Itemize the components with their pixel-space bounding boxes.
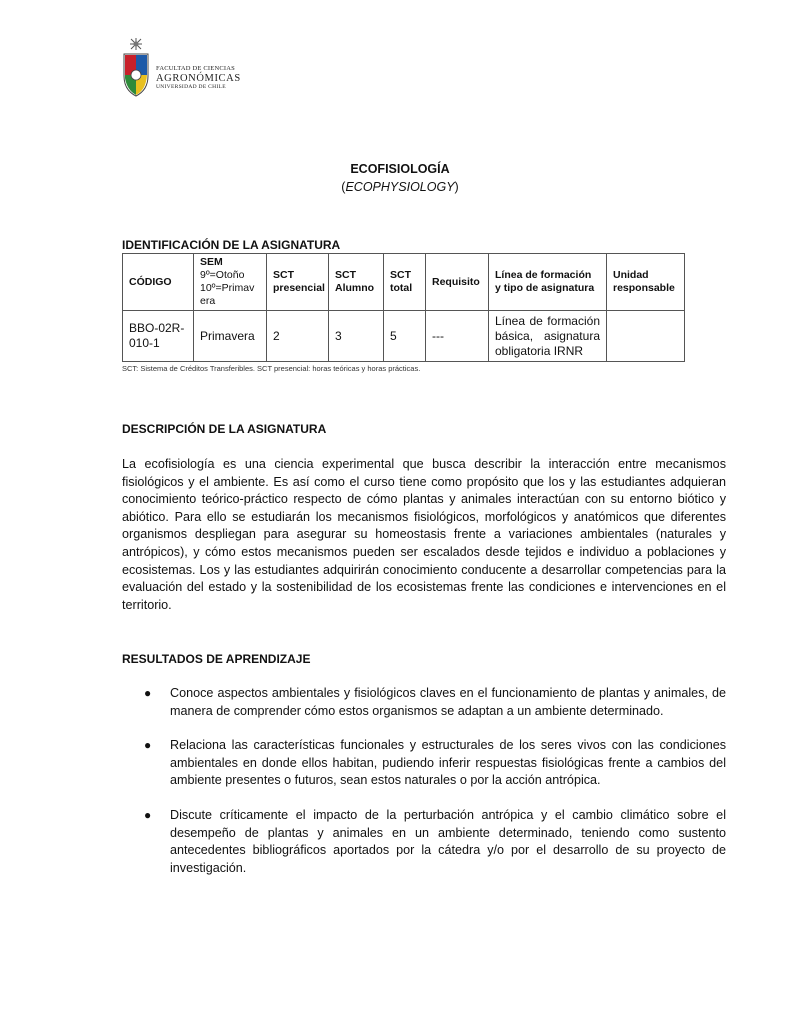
cell-linea: Línea de formación básica, asignatura obligatoria IRNR	[489, 311, 607, 362]
header-sct-presencial: SCT presencial	[267, 254, 329, 311]
header-sem-title: SEM	[200, 256, 223, 268]
header-unidad: Unidad responsable	[607, 254, 685, 311]
results-heading: RESULTADOS DE APRENDIZAJE	[122, 652, 311, 666]
bullet-icon: ●	[144, 807, 152, 822]
table-footnote: SCT: Sistema de Créditos Transferibles. SCT presencial: horas teóricas y horas prácticas.	[122, 364, 421, 373]
subtitle-open-paren: (	[341, 180, 346, 194]
header-sem-line1: 9º=Otoño	[200, 269, 245, 281]
cell-requisito: ---	[426, 311, 489, 362]
cell-codigo: BBO-02R-010-1	[123, 311, 194, 362]
header-sem	[194, 254, 267, 311]
header-codigo: CÓDIGO	[123, 254, 194, 311]
result-text-3: Discute críticamente el impacto de la perturbación antrópica y el cambio climático sobre el desempeño de plantas y animales en un ambiente determinado, teniendo como sustento antecedentes bibliográficos aportados por la cátedra y/o por el desarrollo de su proyecto de investigación.	[170, 807, 726, 875]
table-row	[123, 311, 685, 362]
result-text-1: Conoce aspectos ambientales y fisiológicos claves en el funcionamiento de plantas y animales, de manera de comprender cómo estos organismos se adaptan a un ambiente determinado.	[170, 686, 726, 718]
result-text-2: Relaciona las características funcionales y estructurales de los seres vivos con las condiciones ambientales en donde ellos habitan, pudiendo inferir respuestas fisiológicas frente a cambios del ambiente presentes o futuros, sean estos naturales o por la acción antrópica.	[170, 738, 726, 788]
document-subtitle	[0, 180, 800, 194]
header-sct-total: SCT total	[384, 254, 426, 311]
cell-sct-alumno: 3	[329, 311, 384, 362]
identification-table	[122, 253, 685, 362]
header-sct-alumno: SCT Alumno	[329, 254, 384, 311]
table-header-row	[123, 254, 685, 311]
cell-unidad	[607, 311, 685, 362]
header-sem-line2: 10º=Primav	[200, 282, 255, 294]
document-title: ECOFISIOLOGÍA	[350, 162, 450, 176]
university-seal-icon	[120, 36, 156, 100]
subtitle-word: ECOPHYSIOLOGY	[345, 180, 455, 194]
bullet-icon: ●	[144, 686, 152, 700]
header-sem-line3: era	[200, 295, 216, 307]
bullet-icon: ●	[144, 738, 152, 753]
subtitle-close-paren: )	[454, 180, 459, 194]
logo-line-1: FACULTAD DE CIENCIAS	[156, 65, 235, 72]
logo-line-3: UNIVERSIDAD DE CHILE	[156, 84, 226, 90]
cell-sct-total: 5	[384, 311, 426, 362]
faculty-logo	[120, 36, 241, 100]
list-item	[122, 685, 726, 720]
description-paragraph: La ecofisiología es una ciencia experimental que busca describir la interacción entre mecanismos fisiológicos y el ambiente. Es así como el curso tiene como propósito que los y las estudiantes adquieran conocimiento teórico-práctico respecto de cómo plantas y animales interactúan con su entorno biótico y abiótico. Para ello se estudiarán los mecanismos fisiológicos, morfológicos y anatómicos que diferentes organismos despliegan para asegurar su homeostasis frente a variaciones ambientales (naturales y antrópicos), y cómo estos mecanismos pueden ser escalados desde tejidos e individuo a poblaciones y ecosistemas. Los y las estudiantes adquirirán conocimiento conducente a desarrollar competencias para la evaluación del estado y la sostenibilidad de los ecosistemas frente las condiciones e intervenciones en el territorio.	[122, 457, 726, 612]
cell-sct-presencial: 2	[267, 311, 329, 362]
header-requisito: Requisito	[426, 254, 489, 311]
logo-line-2: AGRONÓMICAS	[156, 72, 241, 84]
cell-sem: Primavera	[194, 311, 267, 362]
identification-heading: IDENTIFICACIÓN DE LA ASIGNATURA	[122, 238, 341, 252]
list-item	[122, 807, 726, 877]
results-list	[122, 685, 726, 894]
description-heading: DESCRIPCIÓN DE LA ASIGNATURA	[122, 422, 327, 436]
list-item	[122, 737, 726, 790]
header-linea: Línea de formación y tipo de asignatura	[489, 254, 607, 311]
